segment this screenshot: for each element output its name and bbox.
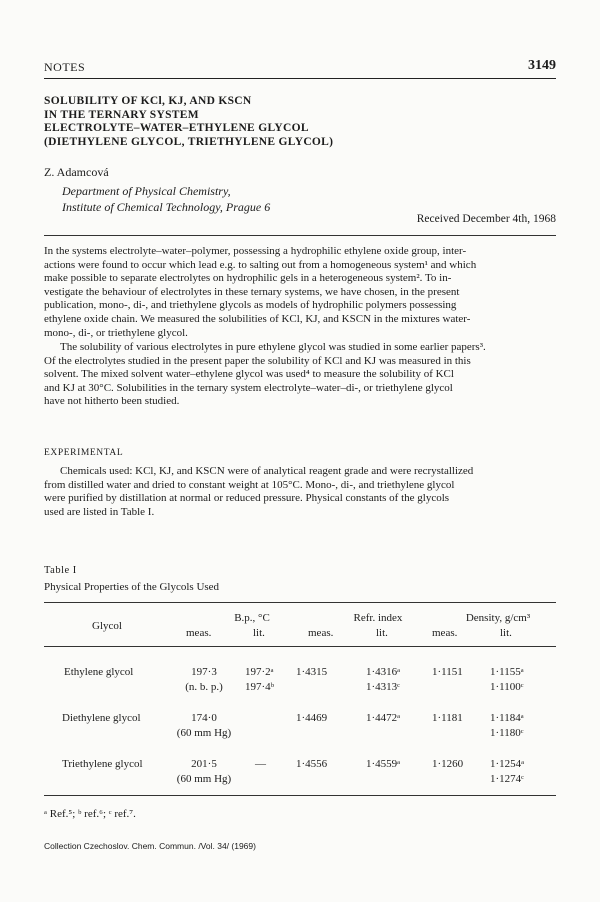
intro-paragraph-1 xyxy=(44,245,556,340)
density-meas: 1·1181 xyxy=(432,712,463,724)
table-caption: Physical Properties of the Glycols Used xyxy=(44,581,220,593)
col-sub-meas: meas. xyxy=(432,627,458,639)
row-glycol-name: Diethylene glycol xyxy=(62,712,141,724)
density-lit: 1·1180ᶜ xyxy=(490,727,524,739)
ri-lit: 1·4313ᶜ xyxy=(366,681,400,693)
title-line: ELECTROLYTE–WATER–ETHYLENE GLYCOL xyxy=(44,122,309,134)
affiliation-line: Department of Physical Chemistry, xyxy=(62,184,231,198)
title-line: IN THE TERNARY SYSTEM xyxy=(44,108,199,121)
text-line: The solubility of various electrolytes in pure ethylene glycol was studied in some earlier papers³. xyxy=(60,341,486,353)
text-line: mono-, di-, or triethylene glycol. xyxy=(44,326,188,339)
density-meas: 1·1151 xyxy=(432,666,463,678)
ri-meas: 1·4315 xyxy=(296,666,328,678)
row-glycol-name: Triethylene glycol xyxy=(62,758,143,770)
text-line: ethylene oxide chain. We measured the solubilities of KCl, KJ, and KSCN in the mixtures water- xyxy=(44,312,471,325)
bp-meas-note: (60 mm Hg) xyxy=(176,727,232,739)
experimental-paragraph xyxy=(44,465,556,519)
text-line: actions were found to occur which lead e.g. to salting out from a homogeneous system¹ and which xyxy=(44,258,477,271)
col-sub-meas: meas. xyxy=(308,627,334,639)
density-lit: 1·1184ᵃ xyxy=(490,712,524,724)
experimental-heading: EXPERIMENTAL xyxy=(44,448,124,458)
table-footnote: ᵃ Ref.⁵; ᵇ ref.⁶; ᶜ ref.⁷. xyxy=(44,808,136,820)
col-sub-lit: lit. xyxy=(253,627,265,639)
density-lit: 1·1254ᵃ xyxy=(490,758,525,770)
received-date: Received December 4th, 1968 xyxy=(416,213,556,225)
bp-lit: — xyxy=(255,758,266,770)
affiliation-line: Institute of Chemical Technology, Prague 6 xyxy=(62,200,271,214)
ri-meas: 1·4469 xyxy=(296,712,328,724)
journal-citation: Collection Czechoslov. Chem. Commun. /Vol. 34/ (1969) xyxy=(44,841,256,851)
bp-meas-note: (n. b. p.) xyxy=(185,681,223,693)
density-lit: 1·1100ᶜ xyxy=(490,681,524,693)
bp-lit: 197·4ᵇ xyxy=(245,681,275,693)
affiliation xyxy=(62,183,270,215)
density-meas: 1·1260 xyxy=(432,758,464,770)
table-top-rule xyxy=(44,602,556,603)
ri-lit: 1·4559ᵃ xyxy=(366,758,401,770)
bp-meas: 201·5 xyxy=(191,758,217,770)
intro-paragraph-2 xyxy=(44,341,556,409)
header-rule xyxy=(44,78,556,79)
text-line: used are listed in Table I. xyxy=(44,505,155,518)
section-label: NOTES xyxy=(44,60,86,74)
article-title xyxy=(44,95,556,149)
author-name: Z. Adamcová xyxy=(44,165,109,179)
col-header-density: Density, g/cm³ xyxy=(465,612,531,624)
text-line: Of the electrolytes studied in the present paper the solubility of KCl and KJ was measured in this xyxy=(44,354,471,367)
text-line: and KJ at 30°C. Solubilities in the ternary system electrolyte–water–di-, or triethylene glycol xyxy=(44,381,453,394)
ri-lit: 1·4316ᵃ xyxy=(366,666,401,678)
text-line: Chemicals used: KCl, KJ, and KSCN were of analytical reagent grade and were recrystallized xyxy=(60,465,474,477)
density-lit: 1·1274ᶜ xyxy=(490,773,524,785)
text-line: In the systems electrolyte–water–polymer, possessing a hydrophilic ethylene oxide group, inter- xyxy=(44,245,467,257)
bp-meas: 174·0 xyxy=(191,712,217,724)
bp-meas: 197·3 xyxy=(191,666,217,678)
title-line: (DIETHYLENE GLYCOL, TRIETHYLENE GLYCOL) xyxy=(44,135,334,148)
col-header-refr: Refr. index xyxy=(353,612,403,624)
col-header-bp: B.p., °C xyxy=(234,612,270,624)
text-line: from distilled water and dried to constant weight at 105°C. Mono-, di-, and triethylene glycol xyxy=(44,478,455,491)
text-line: vestigate the behaviour of electrolytes in these ternary systems, we have chosen, in the present xyxy=(44,285,460,298)
table-header-rule xyxy=(44,646,556,647)
text-line: were purified by distillation at normal or reduced pressure. Physical constants of the glycols xyxy=(44,492,450,505)
bp-meas-note: (60 mm Hg) xyxy=(176,773,232,785)
text-line: have not hitherto been studied. xyxy=(44,395,180,408)
col-sub-meas: meas. xyxy=(186,627,212,639)
row-glycol-name: Ethylene glycol xyxy=(64,666,134,678)
text-line: make possible to separate electrolytes on hydrophilic gels in a heterogeneous system². To in- xyxy=(44,272,452,285)
ri-meas: 1·4556 xyxy=(296,758,328,770)
text-line: publication, mono-, di-, and triethylene glycols as models of hydrophilic polymers possessing xyxy=(44,299,457,312)
col-header-glycol: Glycol xyxy=(92,620,122,632)
separator-rule xyxy=(44,235,556,236)
running-head xyxy=(44,58,556,78)
col-sub-lit: lit. xyxy=(376,627,388,639)
page-number: 3149 xyxy=(528,58,556,73)
text-line: solvent. The mixed solvent water–ethylene glycol was used⁴ to measure the solubility of KCl xyxy=(44,368,454,381)
table-bottom-rule xyxy=(44,795,556,796)
table-label: Table I xyxy=(44,565,77,576)
bp-lit: 197·2ᵃ xyxy=(245,666,274,678)
col-sub-lit: lit. xyxy=(500,627,512,639)
ri-lit: 1·4472ᵃ xyxy=(366,712,401,724)
density-lit: 1·1155ᵃ xyxy=(490,666,524,678)
title-line: SOLUBILITY OF KCl, KJ, AND KSCN xyxy=(44,95,252,107)
